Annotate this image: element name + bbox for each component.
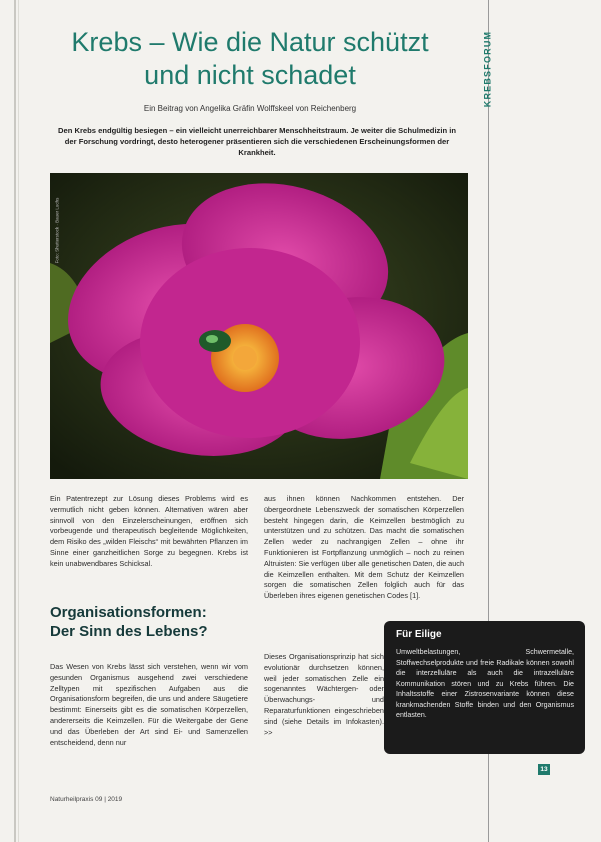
photo-credit-text: Foto: Shutterstock · Bauer Luchs — [54, 197, 60, 263]
article-title-line1: Krebs – Wie die Natur schützt — [71, 27, 429, 57]
page-edge — [14, 0, 16, 842]
body-column-2-para-2: Dieses Organisationsprinzip hat sich evolutionär durchsetzen können, weil jeder somatischen Zelle ein sogenanntes Wächtergen- oder Überwachungs- und Reparaturfunktionen eingeschrieben sind (siehe Details im Infokasten). >> — [264, 652, 384, 737]
section-label — [478, 24, 496, 114]
photo-credit — [52, 180, 62, 280]
article-author: Ein Beitrag von Angelika Gräfin Wolffskeel von Reichenberg — [143, 104, 357, 113]
summary-box-title: Für Eilige — [396, 629, 442, 640]
summary-box-text: Umweltbelastungen, Schwermetalle, Stoffwechselprodukte und freie Radikale können sowohl die interzelluläre als auch die intrazelluläre Kommunikation stören und zu Krebs führen. Die Inhaltsstoffe einer Zistrosenvariante können diese krankmachenden Stoffe binden und den Organismus entlasten. — [396, 648, 574, 719]
body-column-1-para-2: Das Wesen von Krebs lässt sich verstehen, wenn wir vom gesunden Organismus ausgehend zwei verschiedene Zelltypen mit spezifischen Aufgaben aus die Organisationsform begreifen, die uns und andere Säugetiere bestimmt: Einerseits gibt es die somatischen Körperzellen, andererseits die Keimzellen. Für die Weitergabe der Gene und das Überleben der Art sind Ei- und Samenzellen entscheidend, denn nur — [50, 662, 248, 747]
section-heading-line2: Der Sinn des Lebens? — [50, 623, 208, 640]
body-column-1-para-1: Ein Patentrezept zur Lösung dieses Problems wird es vermutlich nicht geben können. Alternativen wären aber sinnvoll von den Einzelerscheinungen, eröffnen sich vorbeugende und therapeutisch begleitende Möglichkeiten, dem Risiko des „wilden Fleischs“ mit bewährten Pflanzen im Sinne einer ganzheitlichen Sorge zu begegnen. Krebs ist kein unabwendbares Schicksal. — [50, 494, 248, 568]
footer-source: Naturheilpraxis 09 | 2019 — [50, 796, 123, 803]
section-label-text: KREBSFORUM — [482, 30, 492, 108]
summary-box — [384, 621, 585, 754]
body-column-2-para-1: aus ihnen können Nachkommen entstehen. Der übergeordnete Lebenszweck der somatischen Körperzellen besteht hingegen darin, die Keimzellen bestmöglich zu unterstützen und zu schützen. Das macht die somatischen Zellen weder zu nachrangigen Zellen – ohne ihr Funktionieren ist Fortpflanzung unmöglich – noch zu reinen Altruisten: Sie verfügen über alle genetischen Daten, die auch die Keimzellen enthalten. Mit dem Schutz der Keimzellen sorgen die somatischen Zellen folglich auch für das Überleben ihres eigenen genetischen Codes [1]. — [264, 494, 464, 601]
page-edge-shadow — [18, 0, 19, 842]
article-title-line2: und nicht schadet — [144, 60, 356, 90]
section-heading — [50, 603, 250, 641]
article-title — [40, 26, 460, 92]
flower-illustration — [50, 173, 468, 479]
article-lead: Den Krebs endgültig besiegen – ein vielleicht unerreichbarer Menschheitstraum. Je weiter die Schulmedizin in der Forschung vordringt, desto heterogener präsentieren sich die verschiedenen Erscheinungsformen der Krankheit. — [58, 126, 456, 157]
section-heading-line1: Organisationsformen: — [50, 604, 207, 621]
page-number: 13 — [538, 764, 550, 775]
flower-photo — [50, 173, 468, 479]
